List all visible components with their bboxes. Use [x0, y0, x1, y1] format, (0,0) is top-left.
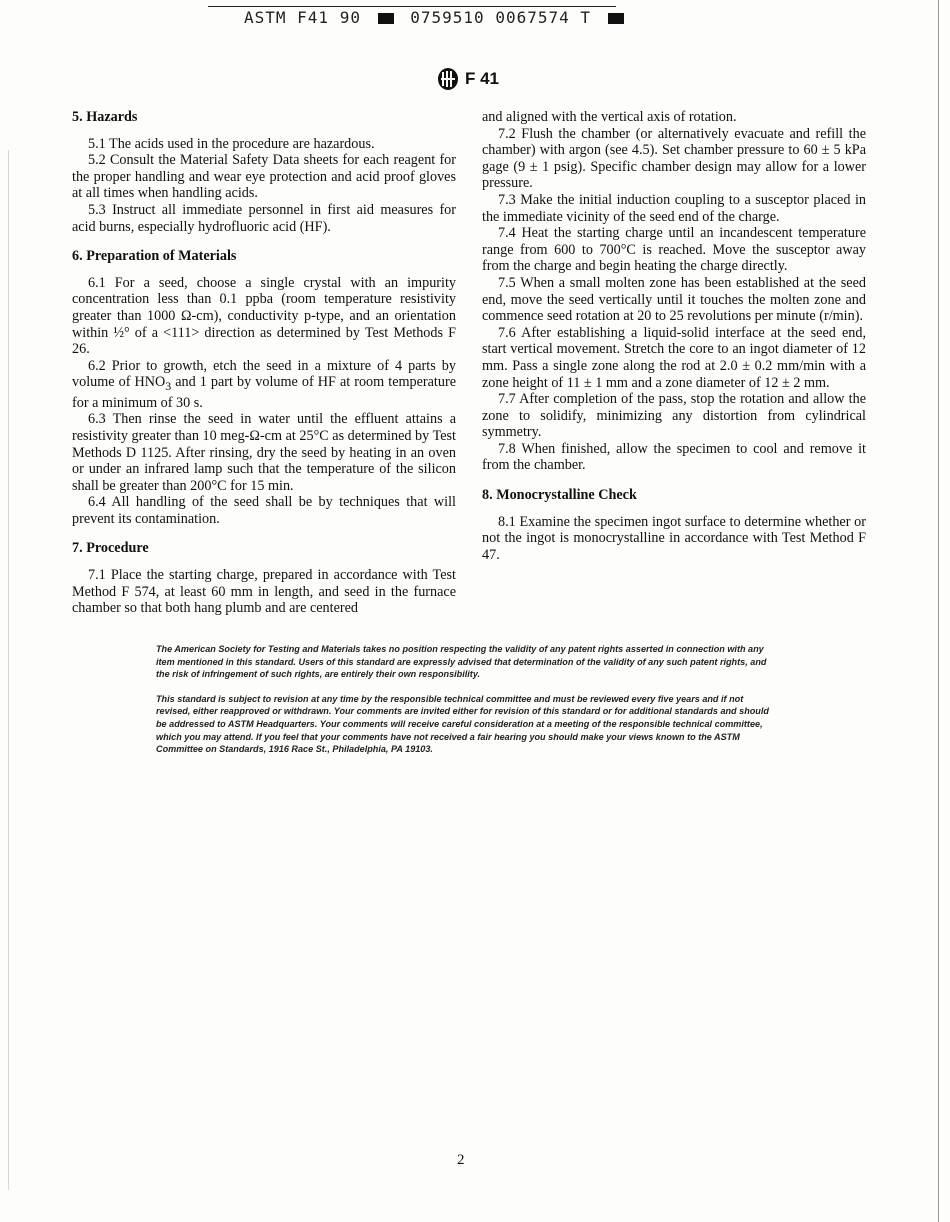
- paragraph: 5.2 Consult the Material Safety Data sheets for each reagent for the proper handling and wear eye protection and acid proof gloves at all times when handling acids.: [72, 152, 456, 202]
- paragraph: 8.1 Examine the specimen ingot surface to determine whether or not the ingot is monocrystalline in accordance with Test Method F 47.: [482, 513, 866, 563]
- standard-header: [437, 67, 499, 91]
- paragraph: and aligned with the vertical axis of rotation.: [482, 109, 737, 125]
- paragraph-text: and 1 part by volume of HF at room temperature for a minimum of 30 s.: [72, 374, 456, 411]
- patent-notice: The American Society for Testing and Materials takes no position respecting the validity of any patent rights asserted in connection with any item mentioned in this standard. Users of this standard are expressly advised that determination of the validity of any such patent rights, and the risk of infringement of such rights, are entirely their own responsibility.: [156, 644, 767, 680]
- paragraph-text: 6.2 Prior to growth, etch the seed in a mixture of 4 parts by volume of HNO: [72, 357, 456, 391]
- paragraph: 7.5 When a small molten zone has been established at the seed end, move the seed vertically until it touches the molten zone and commence seed rotation at 20 to 25 revolutions per minute (r/min).: [482, 274, 866, 325]
- document-code: [244, 8, 630, 27]
- redaction-block-icon: [608, 13, 624, 24]
- paragraph: 7.4 Heat the starting charge until an incandescent temperature range from 600 to 700°C is reached. Move the susceptor away from the charge and begin heating the charge directly.: [482, 225, 866, 275]
- header-rule: [208, 6, 616, 7]
- paragraph: 7.2 Flush the chamber (or alternatively evacuate and refill the chamber) with argon (see 4.5). Set chamber pressure to 60 ± 5 kPa gage (9 ± 1 psig). Specific chamber design may allow for a lower pressure.: [482, 125, 866, 192]
- paragraph: 7.7 After completion of the pass, stop the rotation and allow the zone to solidify, minimizing any distortion from cylindrical symmetry.: [482, 391, 866, 441]
- revision-notice: This standard is subject to revision at any time by the responsible technical committee and must be reviewed every five years and if not revised, either reapproved or withdrawn. Your comments are invited either for revision of this standard or for additional standards and should be addressed to ASTM Headquarters. Your comments will receive careful consideration at a meeting of the responsible technical committee, which you may attend. If you feel that your comments have not received a fair hearing you should make your views known to the ASTM Committee on Standards, 1916 Race St., Philadelphia, PA 19103.: [156, 693, 769, 755]
- document-code-part1: ASTM F41 90: [244, 8, 361, 27]
- paragraph: 7.1 Place the starting charge, prepared in accordance with Test Method F 574, at least 60 mm in length, and seed in the furnace chamber so that both hang plumb and are centered: [72, 567, 456, 617]
- paragraph: 5.1 The acids used in the procedure are hazardous.: [88, 135, 375, 152]
- paragraph: 7.3 Make the initial induction coupling to a susceptor placed in the immediate vicinity of the seed end of the charge.: [482, 191, 866, 225]
- scan-edge: [8, 150, 9, 1190]
- paragraph: 7.8 When finished, allow the specimen to cool and remove it from the chamber.: [482, 440, 866, 474]
- section-heading: 6. Preparation of Materials: [72, 248, 237, 265]
- paragraph: 5.3 Instruct all immediate personnel in first aid measures for acid burns, especially hydrofluoric acid (HF).: [72, 201, 456, 235]
- paragraph: [72, 358, 456, 412]
- paragraph: 6.4 All handling of the seed shall be by techniques that will prevent its contamination.: [72, 494, 456, 527]
- footnotes: [156, 643, 780, 756]
- subscript: 3: [165, 379, 172, 394]
- page-number: 2: [457, 1152, 465, 1168]
- left-column: [72, 109, 456, 617]
- paragraph: 7.6 After establishing a liquid-solid interface at the seed end, start vertical movement. Stretch the core to an ingot diameter of 12 mm. Pass a single zone along the rod at 2.0 ± 0.2 mm/min with a zone height of 11 ± 1 mm and a zone diameter of 12 ± 2 mm.: [482, 324, 866, 391]
- paragraph: 6.1 For a seed, choose a single crystal with an impurity concentration less than 0.1 ppba (room temperature resistivity greater than 1000 Ω-cm), conductivity p-type, and an orientation within ½° of a <111> direction as determined by Test Methods F 26.: [72, 274, 456, 358]
- section-heading: 8. Monocrystalline Check: [482, 487, 637, 504]
- right-column: [482, 109, 866, 563]
- paragraph: 6.3 Then rinse the seed in water until the effluent attains a resistivity greater than 10 meg-Ω-cm at 25°C as determined by Test Methods D 1125. After rinsing, dry the seed by heating in an oven or under an infrared lamp such that the temperature of the silicon shall be greater than 200°C for 15 min.: [72, 411, 456, 494]
- document-code-part2: 0759510 0067574 T: [410, 8, 592, 27]
- astm-logo-icon: [437, 67, 459, 91]
- redaction-block-icon: [378, 13, 394, 24]
- section-heading: 7. Procedure: [72, 540, 149, 557]
- scan-edge: [938, 0, 939, 1222]
- standard-designation: F 41: [465, 69, 500, 88]
- section-heading: 5. Hazards: [72, 109, 138, 125]
